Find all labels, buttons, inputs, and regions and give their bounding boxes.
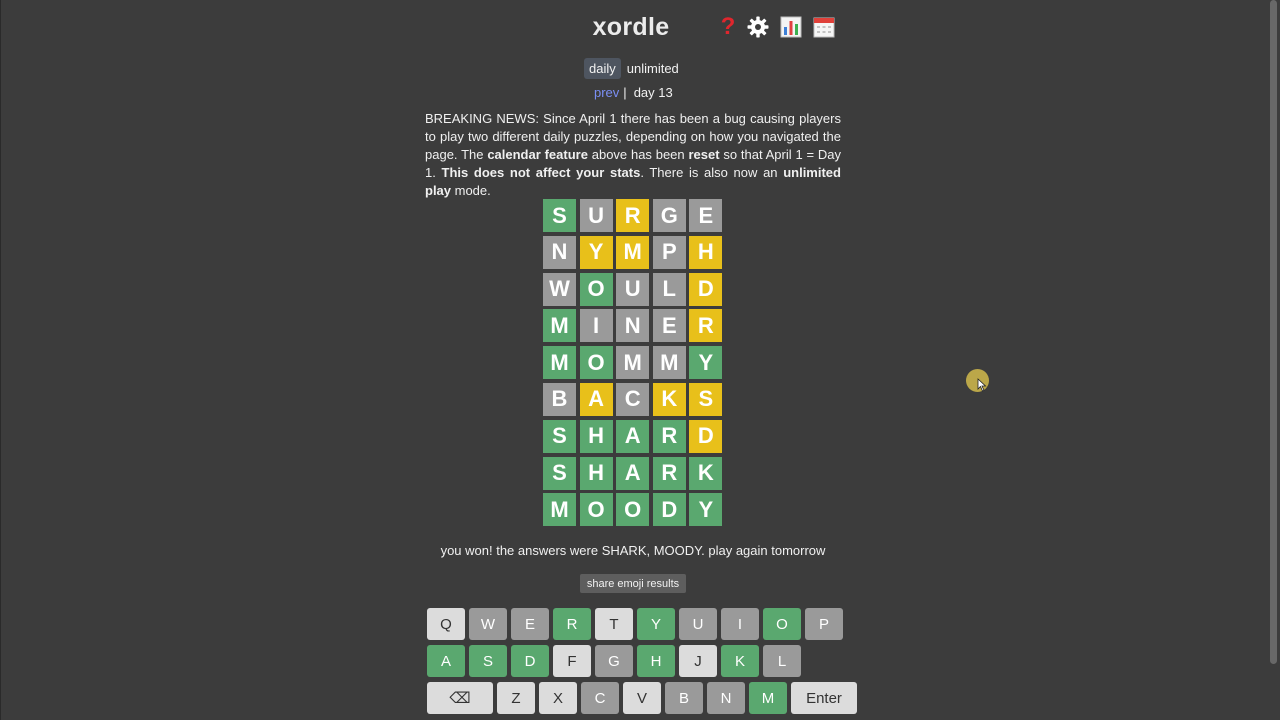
- calendar-icon[interactable]: [812, 15, 836, 39]
- news-emphasis: reset: [688, 147, 720, 162]
- stats-icon[interactable]: [779, 15, 803, 39]
- board-row: [543, 273, 726, 306]
- board-tile: M: [653, 346, 686, 379]
- board-tile: O: [580, 273, 613, 306]
- help-icon[interactable]: ?: [720, 13, 736, 40]
- key-l[interactable]: L: [763, 645, 801, 677]
- board-tile: S: [689, 383, 722, 416]
- news-text: above has been: [587, 147, 689, 162]
- board-tile: M: [543, 346, 576, 379]
- board-tile: E: [653, 309, 686, 342]
- key-w[interactable]: W: [469, 608, 507, 640]
- board-tile: A: [580, 383, 613, 416]
- board-tile: D: [689, 273, 722, 306]
- board-tile: K: [653, 383, 686, 416]
- day-navigation: [594, 85, 673, 100]
- key-f[interactable]: F: [553, 645, 591, 677]
- board-row: [543, 457, 726, 490]
- key-h[interactable]: H: [637, 645, 675, 677]
- board-tile: R: [653, 457, 686, 490]
- board-tile: H: [580, 420, 613, 453]
- board-tile: D: [689, 420, 722, 453]
- board-tile: H: [580, 457, 613, 490]
- key-u[interactable]: U: [679, 608, 717, 640]
- board-tile: C: [616, 383, 649, 416]
- keyboard-row: [427, 645, 861, 677]
- nav-separator: |: [623, 85, 627, 100]
- key-d[interactable]: D: [511, 645, 549, 677]
- board-tile: M: [616, 346, 649, 379]
- board-tile: O: [580, 346, 613, 379]
- key-y[interactable]: Y: [637, 608, 675, 640]
- page-edge: [0, 0, 1, 720]
- board-tile: E: [689, 199, 722, 232]
- board-tile: S: [543, 199, 576, 232]
- board-tile: W: [543, 273, 576, 306]
- settings-icon[interactable]: [746, 15, 770, 39]
- share-results-button[interactable]: share emoji results: [580, 574, 686, 593]
- key-o[interactable]: O: [763, 608, 801, 640]
- key-m[interactable]: M: [749, 682, 787, 714]
- board-tile: B: [543, 383, 576, 416]
- key-j[interactable]: J: [679, 645, 717, 677]
- board-row: [543, 199, 726, 232]
- board-row: [543, 383, 726, 416]
- day-label: day 13: [633, 85, 673, 100]
- mode-tabs: [584, 57, 685, 79]
- board-tile: H: [689, 236, 722, 269]
- backspace-key[interactable]: ⌫: [427, 682, 493, 714]
- prev-day-link[interactable]: prev: [594, 85, 620, 100]
- key-k[interactable]: K: [721, 645, 759, 677]
- board-row: [543, 346, 726, 379]
- result-message: you won! the answers were SHARK, MOODY. play again tomorrow: [440, 543, 826, 558]
- key-z[interactable]: Z: [497, 682, 535, 714]
- board-tile: Y: [580, 236, 613, 269]
- board-tile: U: [616, 273, 649, 306]
- news-text: mode.: [451, 183, 491, 198]
- news-banner: [425, 110, 841, 200]
- scrollbar[interactable]: [1266, 0, 1280, 720]
- mouse-cursor-icon: [977, 378, 987, 392]
- board-tile: Y: [689, 346, 722, 379]
- board-tile: O: [580, 493, 613, 526]
- board-tile: L: [653, 273, 686, 306]
- board-tile: O: [616, 493, 649, 526]
- tab-unlimited[interactable]: unlimited: [626, 60, 679, 76]
- board-tile: M: [543, 309, 576, 342]
- board-tile: N: [616, 309, 649, 342]
- enter-key[interactable]: Enter: [791, 682, 857, 714]
- key-e[interactable]: E: [511, 608, 549, 640]
- key-x[interactable]: X: [539, 682, 577, 714]
- key-t[interactable]: T: [595, 608, 633, 640]
- keyboard-row: [427, 682, 861, 714]
- board-tile: U: [580, 199, 613, 232]
- board-tile: M: [543, 493, 576, 526]
- board-tile: D: [653, 493, 686, 526]
- key-a[interactable]: A: [427, 645, 465, 677]
- tab-daily[interactable]: daily: [584, 58, 621, 79]
- key-n[interactable]: N: [707, 682, 745, 714]
- on-screen-keyboard: [427, 608, 861, 719]
- news-emphasis: calendar feature: [487, 147, 588, 162]
- board-tile: R: [616, 199, 649, 232]
- key-b[interactable]: B: [665, 682, 703, 714]
- news-text: BREAKING NEWS: Since April 1 there has been a bug causing players to play two different daily puzzles, depending on how you navigated the page. The: [425, 111, 841, 162]
- board-tile: R: [689, 309, 722, 342]
- board-tile: A: [616, 420, 649, 453]
- news-emphasis: unlimited play: [425, 165, 841, 198]
- board-row: [543, 420, 726, 453]
- board-tile: G: [653, 199, 686, 232]
- key-q[interactable]: Q: [427, 608, 465, 640]
- news-text: so that April 1 = Day 1.: [425, 147, 841, 180]
- board-tile: M: [616, 236, 649, 269]
- board-row: [543, 309, 726, 342]
- key-i[interactable]: I: [721, 608, 759, 640]
- board-tile: R: [653, 420, 686, 453]
- key-g[interactable]: G: [595, 645, 633, 677]
- board-tile: K: [689, 457, 722, 490]
- keyboard-row: [427, 608, 861, 640]
- board-tile: A: [616, 457, 649, 490]
- board-row: [543, 493, 726, 526]
- game-board: [543, 199, 726, 530]
- key-p[interactable]: P: [805, 608, 843, 640]
- key-v[interactable]: V: [623, 682, 661, 714]
- news-text: . There is also now an: [640, 165, 784, 180]
- board-row: [543, 236, 726, 269]
- board-tile: S: [543, 420, 576, 453]
- key-c[interactable]: C: [581, 682, 619, 714]
- board-tile: I: [580, 309, 613, 342]
- board-tile: N: [543, 236, 576, 269]
- news-emphasis: This does not affect your stats: [441, 165, 641, 180]
- board-tile: Y: [689, 493, 722, 526]
- board-tile: S: [543, 457, 576, 490]
- key-s[interactable]: S: [469, 645, 507, 677]
- key-r[interactable]: R: [553, 608, 591, 640]
- page-title: xordle: [592, 13, 670, 41]
- scrollbar-thumb[interactable]: [1270, 0, 1277, 664]
- board-tile: P: [653, 236, 686, 269]
